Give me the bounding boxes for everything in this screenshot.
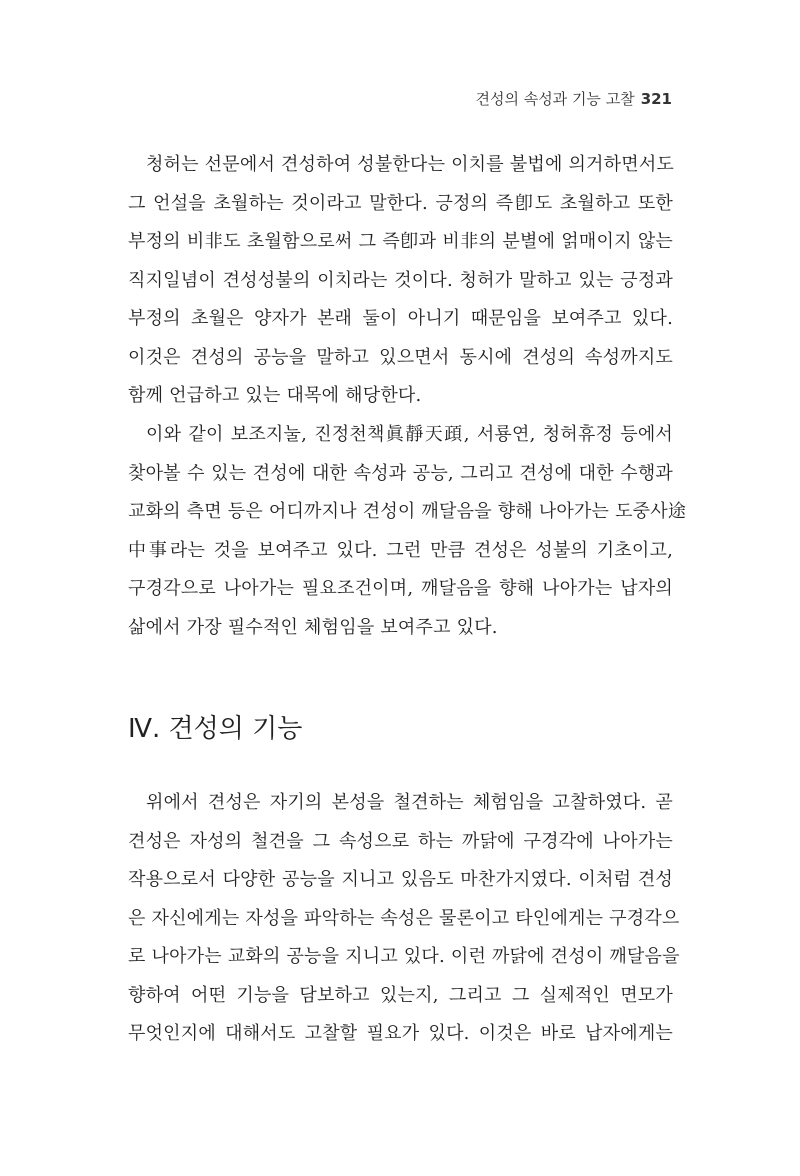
text-line: 구경각으로 나아가는 필요조건이며, 깨달음을 향해 나아가는 납자의 (128, 578, 673, 599)
text-line: 위에서 견성은 자기의 본성을 철견하는 체험임을 고찰하였다. 곧 (146, 792, 673, 813)
paragraph-1 (128, 146, 673, 416)
text-line: 견성은 자성의 철견을 그 속성으로 하는 까닭에 구경각에 나아가는 (128, 830, 673, 852)
paragraph-3 (128, 784, 680, 1054)
text-line: 작용으로서 다양한 공능을 지니고 있음도 마찬가지였다. 이처럼 견성 (128, 869, 673, 890)
text-line: 그 언설을 초월하는 것이라고 말한다. 긍정의 즉卽도 초월하고 또한 (128, 192, 673, 214)
text-line: 교화의 측면 등은 어디까지나 견성이 깨달음을 향해 나아가는 도중사途 (128, 501, 687, 522)
text-line: 청허는 선문에서 견성하여 성불한다는 이치를 불법에 의거하면서도 (146, 154, 674, 175)
text-line: 中事라는 것을 보여주고 있다. 그런 만큼 견성은 성불의 기초이고, (128, 539, 673, 561)
text-line: 삶에서 가장 필수적인 체험임을 보여주고 있다. (128, 616, 498, 638)
text-line: 이것은 견성의 공능을 말하고 있으면서 동시에 견성의 속성까지도 (128, 346, 673, 368)
page-number: 321 (640, 90, 672, 108)
text-line: 부정의 초월은 양자가 본래 둘이 아니기 때문임을 보여주고 있다. (128, 308, 673, 329)
section-heading: Ⅳ. 견성의 기능 (128, 714, 303, 744)
text-line: 이와 같이 보조지눌, 진정천책眞靜天頙, 서룡연, 청허휴정 등에서 (146, 424, 673, 445)
running-header (475, 88, 672, 109)
text-line: 무엇인지에 대해서도 고찰할 필요가 있다. 이것은 바로 납자에게는 (128, 1023, 673, 1044)
text-line: 직지일념이 견성성불의 이치라는 것이다. 청허가 말하고 있는 긍정과 (128, 269, 673, 291)
paragraph-2 (128, 416, 687, 647)
text-line: 로 나아가는 교화의 공능을 지니고 있다. 이런 까닭에 견성이 깨달음을 (128, 946, 680, 967)
text-line: 은 자신에게는 자성을 파악하는 속성은 물론이고 타인에게는 구경각으 (128, 907, 680, 929)
running-header-title: 견성의 속성과 기능 고찰 (475, 90, 635, 108)
text-line: 부정의 비非도 초월함으로써 그 즉卽과 비非의 분별에 얽매이지 않는 (128, 231, 673, 252)
text-line: 향하여 어떤 기능을 담보하고 있는지, 그리고 그 실제적인 면모가 (128, 984, 673, 1006)
text-line: 함께 언급하고 있는 대목에 해당한다. (128, 385, 422, 406)
text-line: 찾아볼 수 있는 견성에 대한 속성과 공능, 그리고 견성에 대한 수행과 (128, 462, 673, 484)
